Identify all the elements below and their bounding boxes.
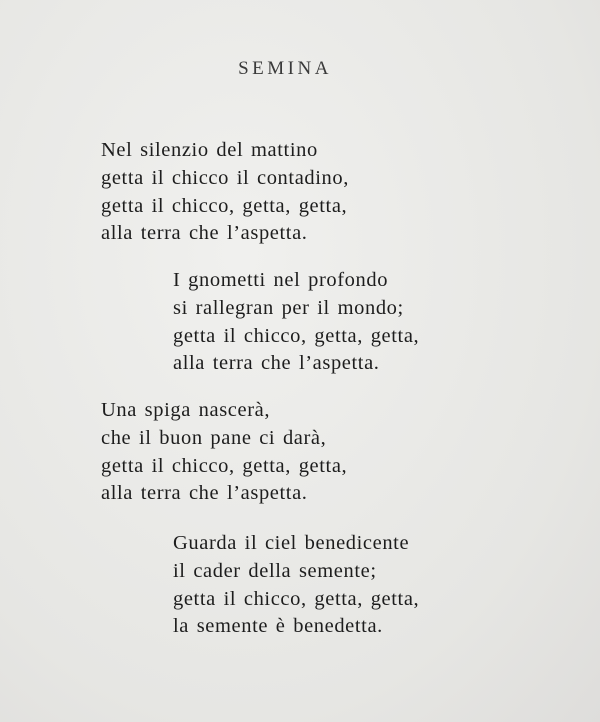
stanza-4 [173,530,419,641]
stanza-3 [101,397,347,508]
poem-line: getta il chicco, getta, getta, [101,194,348,217]
stanza-2 [173,267,419,378]
poem-line: alla terra che l’aspetta. [101,222,308,245]
poem-line: alla terra che l’aspetta. [173,352,380,375]
poem-line: si rallegran per il mondo; [173,296,404,319]
stanza-1 [101,137,349,248]
poem-line: getta il chicco il contadino, [101,166,349,189]
poem-line: Nel silenzio del mattino [101,139,318,161]
poem-line: alla terra che l’aspetta. [101,482,308,505]
poem-line: getta il chicco, getta, getta, [173,324,420,347]
poem-line: getta il chicco, getta, getta, [101,454,348,477]
poem-line: il cader della semente; [173,559,377,582]
poem-line: I gnometti nel profondo [173,269,389,291]
poem-line: Una spiga nascerà, [101,399,271,421]
poem-line: Guarda il ciel benedicente [173,532,410,554]
poem-title: SEMINA [238,58,332,79]
poem-line: getta il chicco, getta, getta, [173,587,420,610]
poem-line: la semente è benedetta. [173,615,383,638]
poem-line: che il buon pane ci darà, [101,426,327,449]
